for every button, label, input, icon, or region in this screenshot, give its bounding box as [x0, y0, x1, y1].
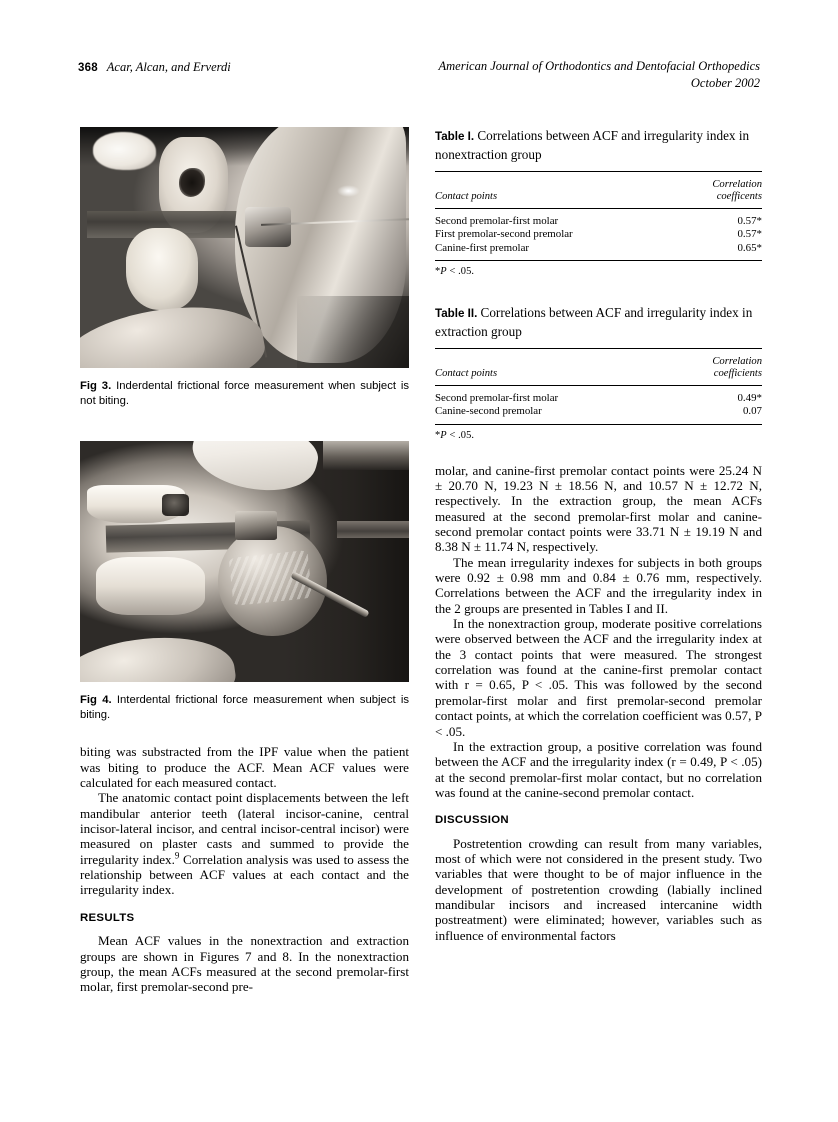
table-2-title — [435, 304, 762, 341]
tooth-lower-molar — [126, 228, 198, 310]
table-1-col-contact-points: Contact points — [435, 172, 668, 208]
running-head-right — [439, 58, 761, 92]
paragraph-nonextraction: In the nonextraction group, moderate positive correlations were observed between the ACF and the irregularity index at the 3 contact points that were measured. The strongest correlation was found at the canine-first premolar contact with r = 0.65, P < .05. This was followed by the second premolar-first molar and first premolar-second premolar contact points, at which the correlation coefficient was 0.57, P < .05. — [435, 616, 762, 739]
cell-coefficient: 0.57* — [737, 214, 762, 227]
gauge-clamp — [235, 511, 278, 540]
paragraph-results: Mean ACF values in the nonextraction and extraction groups are shown in Figures 7 and 8. In the nonextraction group, the mean ACFs measured at the second premolar-first molar, first premolar-second pre- — [80, 933, 409, 995]
paragraph-extraction: In the extraction group, a positive correlation was found between the ACF and the irregularity index (r = 0.49, P < .05) at the second premolar-first molar contact, but no correlation was found at the canine-second premolar contact. — [435, 738, 762, 800]
table-1 — [435, 127, 762, 277]
figure-3-photo — [80, 127, 409, 368]
running-head-authors: Acar, Alcan, and Erverdi — [106, 60, 231, 74]
footnote-marker: * — [435, 429, 441, 441]
photo-top-strip — [323, 441, 409, 470]
issue-date: October 2002 — [690, 76, 760, 90]
table-2-title-text: Correlations between ACF and irregularity index in extraction group — [435, 305, 753, 339]
specular-highlight — [337, 185, 360, 197]
table-1-head — [435, 172, 762, 209]
figure-4-caption — [80, 693, 409, 722]
cell-coefficient: 0.07 — [742, 405, 762, 418]
table-2-body — [435, 385, 762, 424]
figure-3-caption-text: Inderdental frictional force measurement when subject is not biting. — [80, 380, 410, 407]
photo-shadow-right — [297, 296, 409, 368]
paragraph-anatomic — [80, 790, 409, 897]
section-heading-discussion: DISCUSSION — [435, 814, 509, 827]
table-1-header-row — [435, 172, 762, 208]
table-2-number: Table II. — [435, 307, 478, 321]
cell-contact-point: Second premolar-first molar — [435, 214, 559, 227]
figure-3-caption — [80, 379, 409, 408]
figure-3-label: Fig 3. — [80, 380, 112, 392]
figure-4-caption-text: Interdental frictional force measurement when subject is biting. — [80, 694, 410, 721]
lower-teeth — [96, 557, 205, 615]
table-1-footnote — [435, 266, 762, 277]
gauge-blade-far — [337, 521, 409, 538]
paragraph-molar-continued: molar, and canine-first premolar contact points were 25.24 N ± 20.70 N, 19.23 N ± 18.56 N, and 10.57 N ± 12.72 N, respectively. In the extraction group, the mean ACFs measured at the second premolar-first molar and canine-second premolar contact points were 33.71 N ± 19.19 N and 8.38 N ± 11.74 N, respectively. — [435, 462, 762, 555]
table-1-title — [435, 127, 762, 164]
figure-gap — [80, 408, 409, 441]
cell-contact-point: Canine-first premolar — [435, 241, 530, 254]
cell-contact-point: Second premolar-first molar — [435, 391, 559, 404]
page-number: 368 — [78, 62, 98, 74]
table-row — [435, 385, 762, 405]
figure-4-label: Fig 4. — [80, 694, 112, 707]
table-1-col-correlation-coefficients — [668, 172, 762, 208]
left-column-body — [80, 744, 409, 994]
orthodontic-bracket — [162, 494, 188, 516]
paragraph-biting: biting was substracted from the IPF value when the patient was biting to produce the ACF. Mean ACF values were calculated for each measured contact. — [80, 744, 409, 791]
text-gap — [435, 441, 762, 463]
running-head-left — [78, 58, 231, 76]
reference-marker-9: 9 — [174, 850, 180, 861]
header-line-1: Correlation — [712, 356, 762, 368]
header-line-2: coefficients — [713, 368, 762, 380]
header-line-1: Correlation — [712, 179, 762, 190]
cell-coefficient: 0.49* — [737, 391, 762, 404]
paragraph-discussion: Postretention crowding can result from many variables, most of which were not considered in the present study. Two variables that were thought to be of major influence in the development of postretention crowding (labially inclined mandibular incisors and increased intercanine width postreatment) were eliminated; however, variables such as influence of environmental factors — [435, 835, 762, 943]
paragraph-anatomic-part-a: The anatomic contact point displacements between the left mandibular anterior teeth (lateral incisor-canine, central incisor-lateral incisor, and central incisor-central incisor) were measured on plaster casts and summed to provide the irregularity index. — [80, 790, 409, 867]
right-column-body — [435, 463, 762, 943]
table-2 — [435, 304, 762, 441]
footnote-p: P — [440, 429, 447, 441]
table-2-col-correlation-coefficients — [668, 349, 762, 385]
cell-contact-point: First premolar-second premolar — [435, 228, 573, 241]
table-1-grid — [435, 171, 762, 261]
figure-4 — [80, 441, 409, 722]
table-row — [435, 208, 762, 228]
figure-4-image — [80, 441, 409, 682]
table-2-footnote — [435, 430, 762, 441]
table-row — [435, 405, 762, 424]
table-2-grid — [435, 348, 762, 425]
footnote-rest: < .05. — [446, 266, 475, 278]
force-gauge-head — [245, 207, 291, 248]
cell-coefficient: 0.65* — [737, 241, 762, 254]
footnote-marker: * — [435, 266, 441, 278]
table-1-number: Table I. — [435, 130, 475, 143]
right-column — [435, 127, 762, 943]
paragraph-mean-irregularity: The mean irregularity indexes for subjects in both groups were 0.92 ± 0.98 mm and 0.84 ± 0.76 mm, respectively. Correlations between the ACF and the irregularity index in the 2 groups are presented in Tables I and II. — [435, 554, 762, 616]
table-gap — [435, 277, 762, 304]
figure-3 — [80, 127, 409, 408]
table-row — [435, 242, 762, 261]
figure-4-photo — [80, 441, 409, 682]
footnote-rest: < .05. — [446, 429, 475, 441]
footnote-p: P — [440, 266, 447, 278]
journal-title: American Journal of Orthodontics and Dentofacial Orthopedics — [438, 59, 760, 73]
table-2-head — [435, 349, 762, 386]
paragraph-anatomic-part-b: Correlation analysis was used to assess the relationship between ACF values at each contact and the irregularity index. — [80, 851, 409, 898]
table-row — [435, 228, 762, 241]
text-gap — [80, 722, 409, 744]
header-line-2: coefficents — [716, 191, 762, 203]
section-heading-results: RESULTS — [80, 911, 135, 924]
table-2-header-row — [435, 349, 762, 385]
cell-contact-point: Canine-second premolar — [435, 405, 542, 418]
table-1-body — [435, 208, 762, 260]
cell-coefficient: 0.57* — [737, 228, 762, 241]
table-2-col-contact-points: Contact points — [435, 349, 668, 385]
table-1-title-text: Correlations between ACF and irregularity index in nonextraction group — [435, 128, 750, 162]
figure-3-image — [80, 127, 409, 368]
tooth-upper-left — [93, 132, 156, 171]
running-head — [78, 58, 760, 104]
left-column — [80, 127, 409, 995]
